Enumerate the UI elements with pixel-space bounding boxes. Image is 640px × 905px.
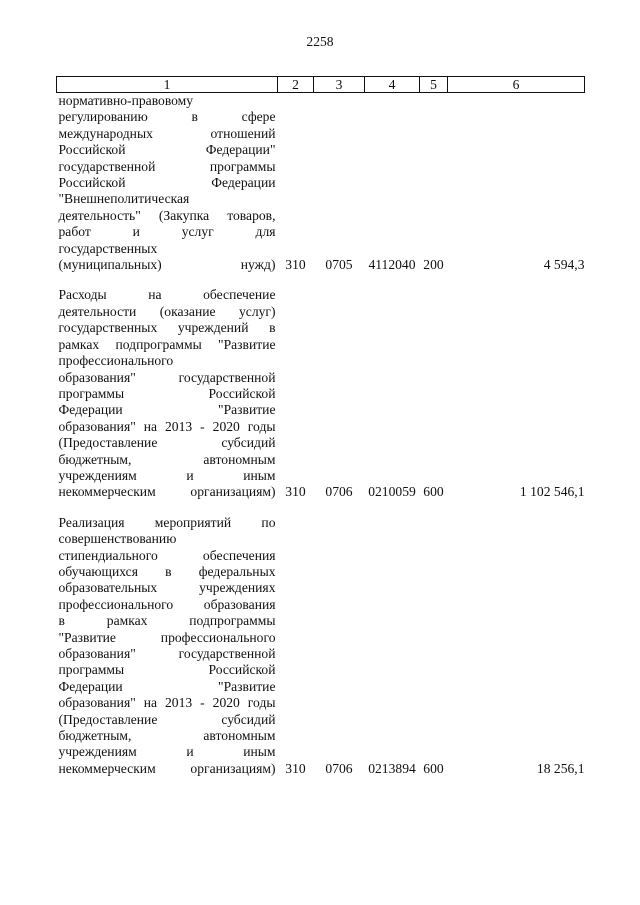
row-col5: 600 [423,484,444,500]
description-line: некоммерческим организациям) [58,760,276,776]
description-line: образования" на 2013 - 2020 годы [58,695,276,711]
description-line: совершенствованию [58,531,177,547]
description-line: работ и услуг для [58,224,276,240]
description-line: международных отношений [58,125,276,141]
description-line: (Предоставление субсидий [58,435,276,451]
description-line: Реализация мероприятий по [58,514,276,530]
header-cell-3: 3 [314,77,365,93]
table-row [57,515,585,778]
row-col2: 310 [285,484,306,500]
description-line: обучающихся в федеральных [58,563,276,579]
header-cell-2: 2 [278,77,314,93]
header-cell-1: 1 [57,77,278,93]
header-row [57,77,585,93]
description-line: образовательных учреждениях [58,580,276,596]
page-number: 2258 [306,34,334,49]
description-line: нормативно-правовому [58,93,194,108]
table-body [57,93,585,778]
table-row [57,93,585,274]
row-description [57,515,278,778]
description-line: регулированию в сфере [58,109,276,125]
description-line: Федерации "Развитие [58,402,276,418]
description-line: деятельность" (Закупка товаров, [58,207,276,223]
description-line: государственных учреждений в [58,320,276,336]
row-col2: 310 [285,760,306,776]
description-line: Российской Федерации" [58,142,276,158]
table-row [57,287,585,500]
row-col4: 0210059 [368,484,416,500]
row-amount: 18 256,1 [536,760,585,776]
row-col3: 0706 [325,760,353,776]
description-line: учреждениям и иным [58,744,276,760]
description-line: в рамках подпрограммы [58,613,276,629]
description-line: "Развитие профессионального [58,629,276,645]
row-col2: 310 [285,257,306,273]
row-description [57,93,278,274]
description-line: бюджетным, автономным [58,728,276,744]
description-line: Российской Федерации [58,175,276,191]
row-amount: 1 102 546,1 [519,484,585,500]
description-line: бюджетным, автономным [58,451,276,467]
description-line: программы Российской [58,385,276,401]
description-line: профессионального образования [58,596,276,612]
row-col4: 0213894 [368,760,416,776]
description-line: государственной программы [58,158,276,174]
header-cell-5: 5 [420,77,448,93]
row-col5: 600 [423,760,444,776]
description-line: (Предоставление субсидий [58,711,276,727]
row-col3: 0706 [325,484,353,500]
row-col3: 0705 [325,257,353,273]
description-line: образования" на 2013 - 2020 годы [58,418,276,434]
header-cell-6: 6 [448,77,585,93]
description-line: образования" государственной [58,369,276,385]
description-line: (муниципальных) нужд) [58,257,276,273]
description-line: "Внешнеполитическая [58,191,190,207]
row-description [57,287,278,500]
description-line: учреждениям и иным [58,467,276,483]
description-line: образования" государственной [58,646,276,661]
description-line: рамках подпрограммы "Развитие [58,336,276,352]
description-line: стипендиального обеспечения [58,547,276,563]
row-col4: 4112040 [368,257,416,273]
description-line: Федерации "Развитие [58,678,276,694]
description-line: государственных [58,240,158,256]
description-line: программы Российской [58,662,276,678]
row-col5: 200 [423,257,444,273]
description-line: Расходы на обеспечение [58,287,276,303]
header-cell-4: 4 [365,77,420,93]
description-line: деятельности (оказание услуг) [58,303,276,319]
row-amount: 4 594,3 [543,257,585,273]
description-line: некоммерческим организациям) [58,484,276,500]
description-line: профессионального [58,353,174,369]
budget-table [56,76,585,777]
